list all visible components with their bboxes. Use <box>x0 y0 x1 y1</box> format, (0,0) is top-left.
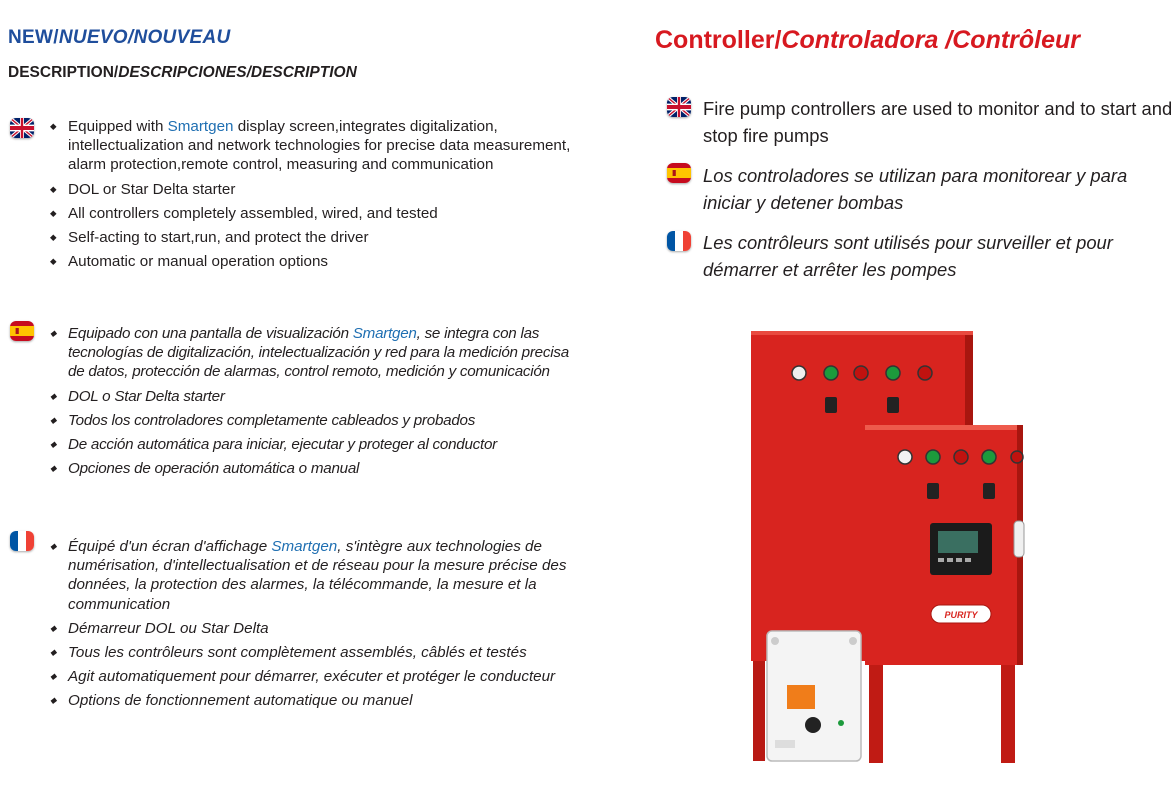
list-item-text: , se integra con las tecnologías de digitalización, intelectualización y red para la medición precisa de datos, protección de alarmas, control remoto, medición y comunicación <box>68 325 569 381</box>
list-item-text: Equipado con una pantalla de visualización <box>68 325 353 342</box>
controller-product-image <box>735 325 1025 770</box>
description-label: DESCRIPTION/ <box>8 64 119 81</box>
controller-text-en: Fire pump controllers are used to monitor and to start and stop fire pumps <box>703 98 1173 146</box>
list-item-text: Equipped with <box>68 118 168 135</box>
list-item: ◆ Todos los controladores completamente cableados y probados <box>48 411 588 430</box>
list-item: ◆ DOL or Star Delta starter <box>48 180 588 199</box>
list-item-text: display screen,integrates digitalization, intellectualization and network technologies for precise data measurement, alarm protection,remote control, measuring and communication <box>68 118 571 174</box>
france-flag-icon <box>667 231 691 251</box>
descripciones-label: DESCRIPCIONES/DESCRIPTION <box>118 64 357 81</box>
smartgen-brand: Smartgen <box>271 538 338 555</box>
list-item: ◆ Self-acting to start,run, and protect the driver <box>48 228 588 247</box>
list-item: ◆ Automatic or manual operation options <box>48 252 588 271</box>
spain-flag-icon <box>10 321 34 341</box>
controller-title-rest: Controladora /Contrôleur <box>781 26 1081 54</box>
controller-heading <box>655 26 1080 55</box>
description-list-fr <box>48 537 588 716</box>
list-item <box>48 537 588 614</box>
new-label: NEW/ <box>8 27 59 48</box>
list-item: ◆ All controllers completely assembled, wired, and tested <box>48 204 588 223</box>
smartgen-brand: Smartgen <box>167 118 234 135</box>
uk-flag-icon <box>667 97 691 117</box>
list-item-text: Équipé d'un écran d'affichage <box>68 538 272 555</box>
spain-flag-icon <box>667 163 691 183</box>
description-heading <box>8 64 357 82</box>
list-item: ◆ Options de fonctionnement automatique ou manuel <box>48 691 588 710</box>
description-list-en <box>48 117 588 276</box>
list-item: ◆ Tous les contrôleurs sont complètement assemblés, câblés et testés <box>48 643 588 662</box>
list-item: ◆ De acción automática para iniciar, ejecutar y proteger al conductor <box>48 435 588 454</box>
list-item: ◆ Agit automatiquement pour démarrer, exécuter et protéger le conducteur <box>48 667 588 686</box>
purity-logo: PURITY <box>944 610 978 620</box>
list-item <box>48 324 588 382</box>
nuevo-label: NUEVO/NOUVEAU <box>58 27 231 48</box>
controller-title-en: Controller/ <box>655 26 782 54</box>
smartgen-brand: Smartgen <box>352 325 417 342</box>
list-item: ◆ Opciones de operación automática o manual <box>48 459 588 478</box>
uk-flag-icon <box>10 118 34 138</box>
controller-text-fr: Les contrôleurs sont utilisés pour surveiller et pour démarrer et arrêter les pompes <box>703 232 1113 280</box>
list-item: ◆ DOL o Star Delta starter <box>48 387 588 406</box>
france-flag-icon <box>10 531 34 551</box>
controller-text-es: Los controladores se utilizan para monitorear y para iniciar y detener bombas <box>703 165 1128 213</box>
list-item-text: , s'intègre aux technologies de numérisation, d'intellectualisation et de réseau pour la mesure précise des données, la protection des alarmes, la télécommande, la mesure et la communication <box>68 538 567 613</box>
description-list-es <box>48 324 588 483</box>
new-heading <box>8 27 231 49</box>
list-item: ◆ Démarreur DOL ou Star Delta <box>48 619 588 638</box>
list-item <box>48 117 588 175</box>
